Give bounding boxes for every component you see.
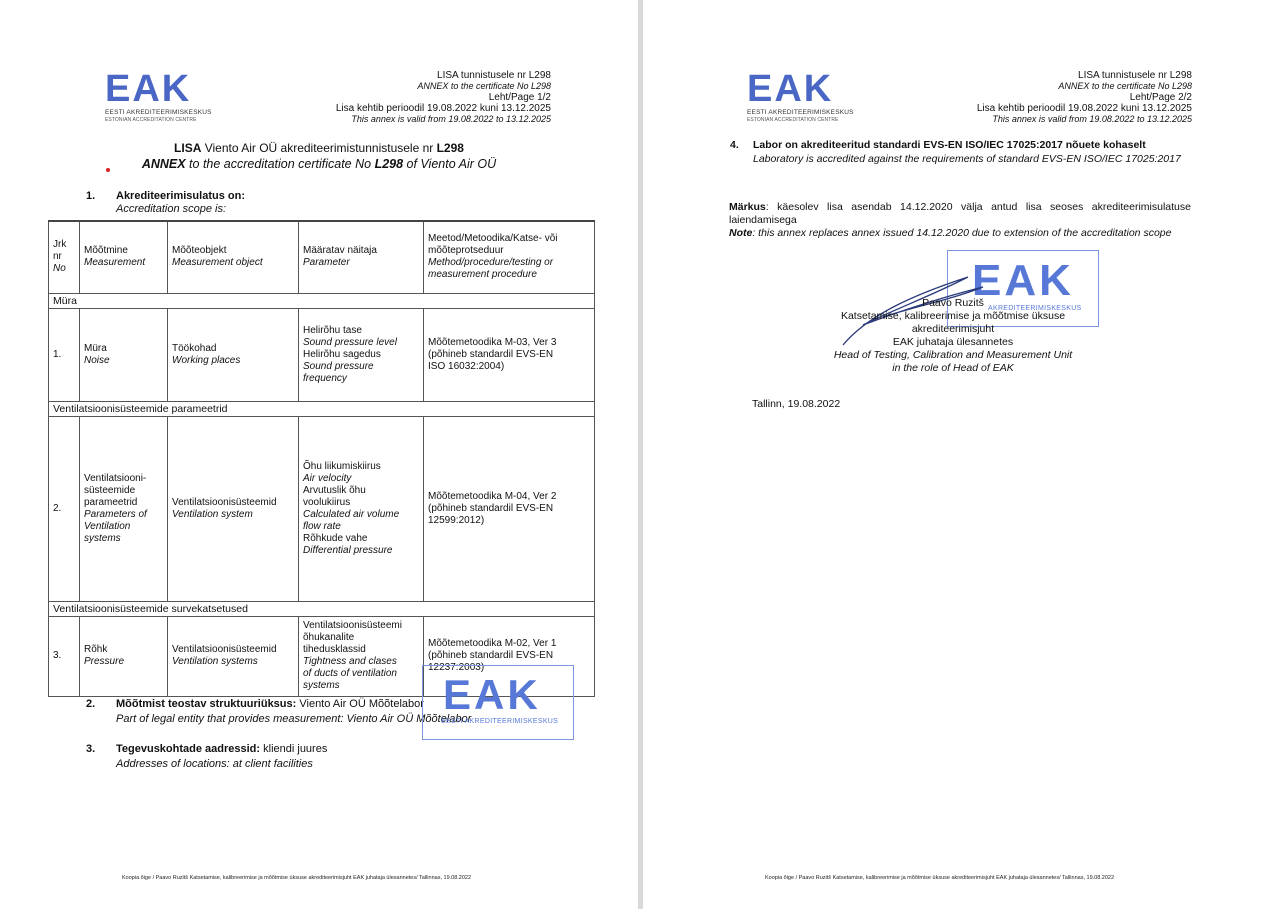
header-method: Meetod/Metoodika/Katse- või mõõteprotseduur Method/procedure/testing or measurement procedure xyxy=(424,221,595,293)
table-header-row xyxy=(49,221,595,293)
header-validity-et: Lisa kehtib perioodil 19.08.2022 kuni 13.12.2025 xyxy=(335,103,551,114)
measurement-cell: Rõhk Pressure xyxy=(80,616,168,696)
page-footer: Koopia õige / Paavo Ruzitš Katsetamise, kalibreerimise ja mõõtmise üksuse akrediteerimisjuht EAK juhataja ülesannetes/ Tallinnas, 19.08.2022 xyxy=(765,875,1115,881)
page-footer: Koopia õige / Paavo Ruzitš Katsetamise, kalibreerimise ja mõõtmise üksuse akrediteerimisjuht EAK juhataja ülesannetes/ Tallinnas, 19.08.2022 xyxy=(122,875,472,881)
logo-letters: EAK xyxy=(105,68,192,110)
section-4: 4. Labor on akrediteeritud standardi EVS-EN ISO/IEC 17025:2017 nõuete kohaselt Laboratory is accredited against the requirements of standard EVS-EN ISO/IEC 17025:2017 xyxy=(730,139,1181,165)
signer-role-3: EAK juhataja ülesannetes xyxy=(892,336,1014,348)
logo-letters: EAK xyxy=(747,68,834,110)
section-2: 2. Mõõtmist teostav struktuuriüksus: Viento Air OÜ Mõõtelabor Part of legal entity that provides measurement: Viento Air OÜ Mõõtelabor xyxy=(86,698,472,725)
header-parameter: Määratav näitaja Parameter xyxy=(299,221,424,293)
logo-line-et: EESTI AKREDITEERIMISKESKUS xyxy=(105,109,212,116)
header-no: Jrk nr No xyxy=(49,221,80,293)
logo-line-et: EESTI AKREDITEERIMISKESKUS xyxy=(747,109,854,116)
parameter-cell: Ventilatsioonisüsteemi õhukanalite tihedusklassid Tightness and clases of ducts of ventilation systems xyxy=(299,616,424,696)
document-page-2 xyxy=(643,0,1280,909)
table-group-row xyxy=(49,601,595,616)
document-page-1 xyxy=(0,0,638,909)
page-header xyxy=(977,70,1192,125)
signer-role-1: Katsetamise, kalibreerimise ja mõõtmise üksuse xyxy=(840,310,1066,322)
header-line-1: LISA tunnistusele nr L298 xyxy=(1078,70,1192,81)
document-title-et: LISA Viento Air OÜ akrediteerimistunnistusele nr L298 xyxy=(174,141,464,155)
row-number: 2. xyxy=(49,416,80,601)
measurement-object-cell: Ventilatsioonisüsteemid Ventilation systems xyxy=(168,616,299,696)
eak-stamp: EAK EESTI AKREDITEERIMISKESKUS xyxy=(422,665,574,740)
eak-logo xyxy=(747,70,857,124)
signer-role-en-1: Head of Testing, Calibration and Measurement Unit xyxy=(833,349,1073,361)
page-header xyxy=(336,70,551,125)
header-measurement: Mõõtmine Measurement xyxy=(80,221,168,293)
document-title-en: ANNEX to the accreditation certificate No L298 of Viento Air OÜ xyxy=(141,157,497,171)
signer-role-2: akrediteerimisjuht xyxy=(911,323,995,335)
signer-name: Paavo Ruzitš xyxy=(922,297,984,309)
method-cell: Mõõtemetoodika M-03, Ver 3 (põhineb standardil EVS-EN ISO 16032:2004) xyxy=(424,308,595,401)
header-validity-en: This annex is valid from 19.08.2022 to 13.12.2025 xyxy=(992,114,1192,124)
header-measurement-object: Mõõteobjekt Measurement object xyxy=(168,221,299,293)
logo-line-en: ESTONIAN ACCREDITATION CENTRE xyxy=(747,117,839,123)
measurement-object-cell: Töökohad Working places xyxy=(168,308,299,401)
header-line-2: ANNEX to the certificate No L298 xyxy=(1058,81,1192,91)
header-line-1: LISA tunnistusele nr L298 xyxy=(437,70,551,81)
group-label: Ventilatsioonisüsteemide parameetrid xyxy=(49,401,595,416)
table-row xyxy=(49,308,595,401)
header-page-number: Leht/Page 2/2 xyxy=(1129,92,1192,103)
table-row xyxy=(49,416,595,601)
accreditation-scope-table xyxy=(48,220,595,697)
section-1-heading: 1. Akrediteerimisulatus on: Accreditation scope is: xyxy=(86,190,245,215)
header-line-2: ANNEX to the certificate No L298 xyxy=(417,81,551,91)
parameter-cell: Helirõhu tase Sound pressure level Helirõhu sagedus Sound pressure frequency xyxy=(299,308,424,401)
table-group-row xyxy=(49,293,595,308)
header-validity-et: Lisa kehtib perioodil 19.08.2022 kuni 13.12.2025 xyxy=(976,103,1192,114)
parameter-cell: Õhu liikumiskiirus Air velocity Arvutuslik õhu voolukiirus Calculated air volume flow rate Rõhkude vahe Differential pressure xyxy=(299,416,424,601)
header-validity-en: This annex is valid from 19.08.2022 to 13.12.2025 xyxy=(351,114,551,124)
method-cell: Mõõtemetoodika M-02, Ver 1 (põhineb standardil EVS-EN 12237:2003) xyxy=(424,616,595,696)
row-number: 3. xyxy=(49,616,80,696)
eak-logo xyxy=(105,70,215,124)
section-3: 3. Tegevuskohtade aadressid: kliendi juures Addresses of locations: at client facilities xyxy=(86,743,328,770)
signature-block xyxy=(823,297,1083,375)
note-en: Note: this annex replaces annex issued 14.12.2020 due to extension of the accreditation scope xyxy=(729,227,1172,239)
header-page-number: Leht/Page 1/2 xyxy=(488,92,551,103)
group-label: Ventilatsioonisüsteemide survekatsetused xyxy=(49,601,595,616)
place-date: Tallinn, 19.08.2022 xyxy=(752,398,841,410)
measurement-cell: Müra Noise xyxy=(80,308,168,401)
note-et: Märkus: käesolev lisa asendab 14.12.2020 välja antud lisa seoses akrediteerimisulatuse laiendamisega xyxy=(729,201,1191,226)
logo-line-en: ESTONIAN ACCREDITATION CENTRE xyxy=(105,117,197,123)
group-label: Müra xyxy=(49,293,595,308)
method-cell: Mõõtemetoodika M-04, Ver 2 (põhineb standardil EVS-EN 12599:2012) xyxy=(424,416,595,601)
signer-role-en-2: in the role of Head of EAK xyxy=(892,362,1014,374)
measurement-object-cell: Ventilatsioonisüsteemid Ventilation system xyxy=(168,416,299,601)
eak-stamp: EAK AKREDITEERIMISKESKUS xyxy=(947,250,1099,327)
row-number: 1. xyxy=(49,308,80,401)
table-group-row xyxy=(49,401,595,416)
measurement-cell: Ventilatsiooni- süsteemide parameetrid Parameters of Ventilation systems xyxy=(80,416,168,601)
